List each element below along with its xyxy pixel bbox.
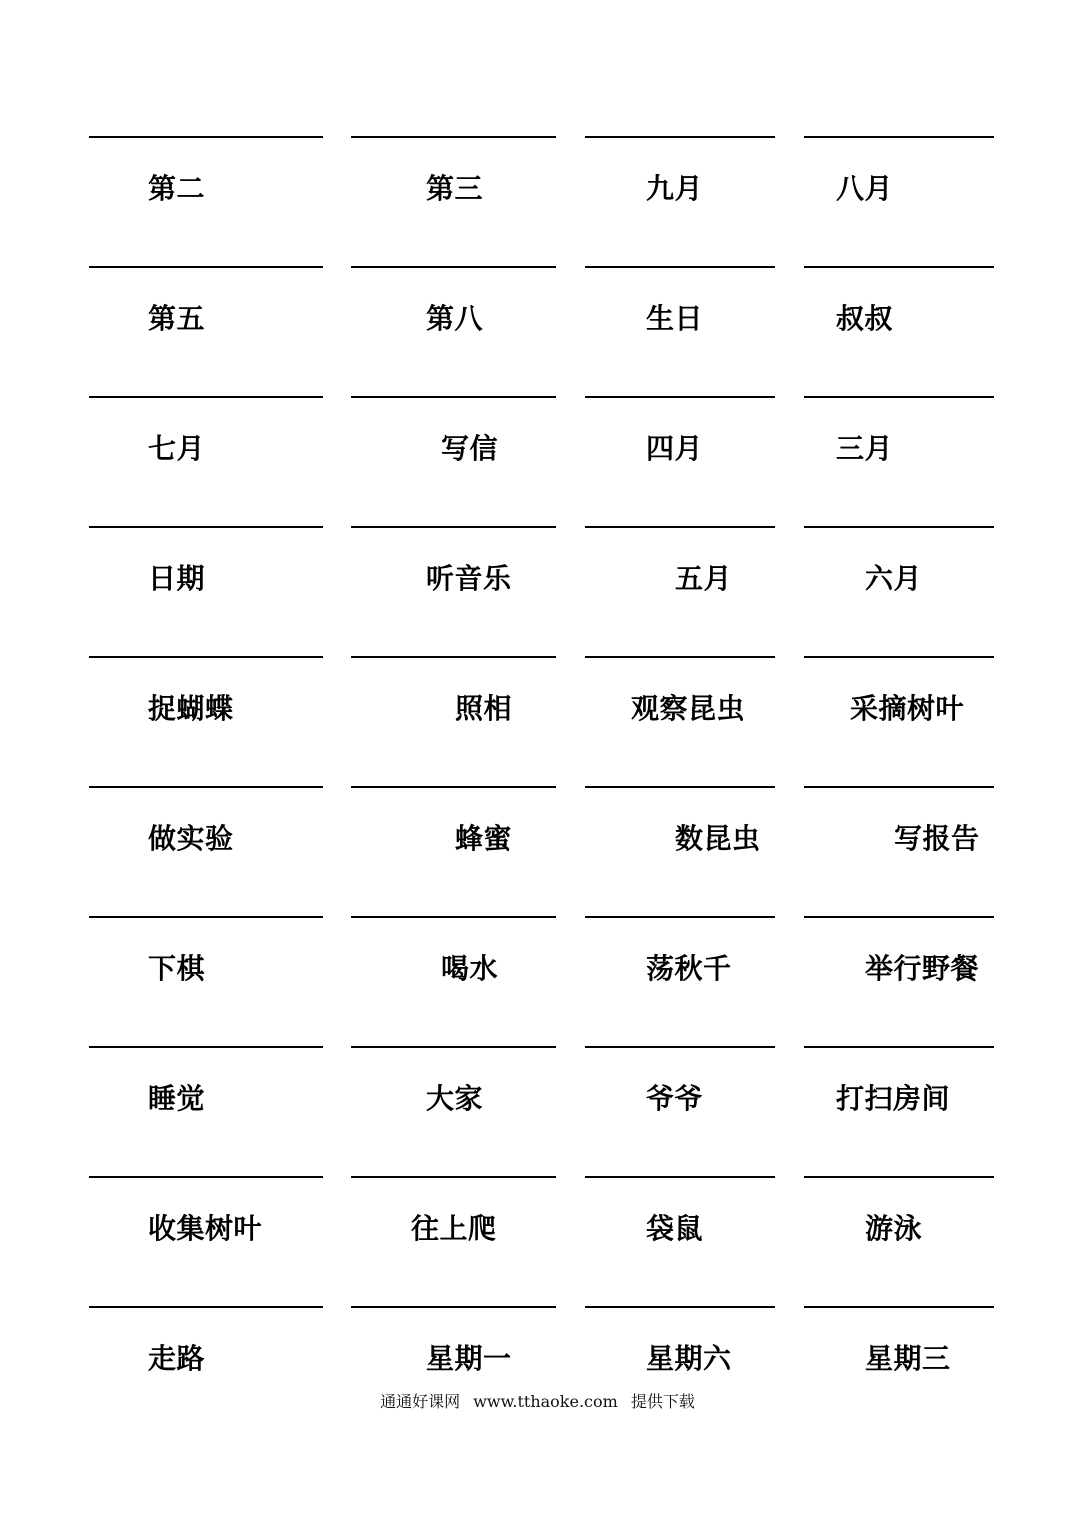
card-divider-line bbox=[89, 786, 323, 788]
vocabulary-word: 观察昆虫 bbox=[631, 692, 746, 725]
card-divider-line bbox=[89, 136, 323, 138]
page-footer bbox=[0, 1392, 1075, 1412]
card-divider-line bbox=[351, 1046, 556, 1048]
vocabulary-word: 数昆虫 bbox=[675, 822, 761, 855]
card-divider-line bbox=[351, 1306, 556, 1308]
vocabulary-word: 荡秋千 bbox=[646, 952, 732, 985]
card-divider-line bbox=[804, 1176, 994, 1178]
vocabulary-word: 捉蝴蝶 bbox=[148, 692, 234, 725]
vocabulary-word: 举行野餐 bbox=[865, 952, 980, 985]
card-divider-line bbox=[585, 786, 775, 788]
vocabulary-word: 爷爷 bbox=[646, 1082, 704, 1115]
vocabulary-word: 三月 bbox=[836, 432, 894, 465]
card-divider-line bbox=[804, 916, 994, 918]
card-divider-line bbox=[89, 916, 323, 918]
vocabulary-word: 蜂蜜 bbox=[455, 822, 513, 855]
card-divider-line bbox=[585, 1306, 775, 1308]
vocabulary-word: 往上爬 bbox=[411, 1212, 497, 1245]
card-divider-line bbox=[585, 526, 775, 528]
card-divider-line bbox=[351, 916, 556, 918]
card-divider-line bbox=[804, 136, 994, 138]
vocabulary-word: 叔叔 bbox=[836, 302, 894, 335]
card-divider-line bbox=[351, 526, 556, 528]
card-divider-line bbox=[804, 656, 994, 658]
footer-url: www.tthaoke.com bbox=[473, 1392, 618, 1411]
card-divider-line bbox=[585, 266, 775, 268]
vocabulary-word: 打扫房间 bbox=[836, 1082, 951, 1115]
card-divider-line bbox=[585, 916, 775, 918]
card-divider-line bbox=[351, 136, 556, 138]
vocabulary-word: 做实验 bbox=[148, 822, 234, 855]
card-divider-line bbox=[804, 1046, 994, 1048]
vocabulary-word: 第五 bbox=[148, 302, 206, 335]
vocabulary-word: 第八 bbox=[426, 302, 484, 335]
footer-site-name: 通通好课网 bbox=[380, 1392, 461, 1411]
vocabulary-word: 大家 bbox=[426, 1082, 484, 1115]
card-divider-line bbox=[585, 1046, 775, 1048]
card-divider-line bbox=[804, 786, 994, 788]
vocabulary-word: 九月 bbox=[646, 172, 704, 205]
vocabulary-word: 游泳 bbox=[865, 1212, 923, 1245]
vocabulary-word: 喝水 bbox=[441, 952, 499, 985]
vocabulary-word: 五月 bbox=[675, 562, 733, 595]
vocabulary-word: 第三 bbox=[426, 172, 484, 205]
card-divider-line bbox=[89, 1306, 323, 1308]
card-divider-line bbox=[89, 656, 323, 658]
card-divider-line bbox=[585, 656, 775, 658]
card-divider-line bbox=[351, 396, 556, 398]
vocabulary-word: 下棋 bbox=[148, 952, 206, 985]
card-divider-line bbox=[804, 1306, 994, 1308]
vocabulary-word: 第二 bbox=[148, 172, 206, 205]
card-divider-line bbox=[585, 396, 775, 398]
card-divider-line bbox=[804, 396, 994, 398]
vocabulary-word: 走路 bbox=[148, 1342, 206, 1375]
vocabulary-word: 生日 bbox=[646, 302, 704, 335]
card-divider-line bbox=[351, 786, 556, 788]
vocabulary-word: 睡觉 bbox=[148, 1082, 206, 1115]
card-divider-line bbox=[804, 266, 994, 268]
vocabulary-word: 星期三 bbox=[865, 1342, 951, 1375]
vocabulary-word: 听音乐 bbox=[426, 562, 512, 595]
footer-tagline: 提供下载 bbox=[630, 1392, 695, 1411]
card-divider-line bbox=[585, 1176, 775, 1178]
vocabulary-word: 八月 bbox=[836, 172, 894, 205]
card-divider-line bbox=[89, 1046, 323, 1048]
card-divider-line bbox=[89, 1176, 323, 1178]
vocabulary-word: 星期一 bbox=[426, 1342, 512, 1375]
card-divider-line bbox=[585, 136, 775, 138]
vocabulary-word: 七月 bbox=[148, 432, 206, 465]
vocabulary-word: 照相 bbox=[455, 692, 513, 725]
card-divider-line bbox=[351, 1176, 556, 1178]
vocabulary-word: 六月 bbox=[865, 562, 923, 595]
card-divider-line bbox=[351, 656, 556, 658]
vocabulary-word: 日期 bbox=[148, 562, 206, 595]
card-divider-line bbox=[89, 526, 323, 528]
vocabulary-word: 四月 bbox=[646, 432, 704, 465]
vocabulary-word: 写报告 bbox=[894, 822, 980, 855]
vocabulary-word: 采摘树叶 bbox=[850, 692, 965, 725]
vocabulary-word: 写信 bbox=[441, 432, 499, 465]
card-divider-line bbox=[351, 266, 556, 268]
card-divider-line bbox=[804, 526, 994, 528]
vocabulary-word: 星期六 bbox=[646, 1342, 732, 1375]
vocabulary-word: 袋鼠 bbox=[646, 1212, 704, 1245]
card-divider-line bbox=[89, 396, 323, 398]
vocabulary-word: 收集树叶 bbox=[148, 1212, 263, 1245]
card-divider-line bbox=[89, 266, 323, 268]
